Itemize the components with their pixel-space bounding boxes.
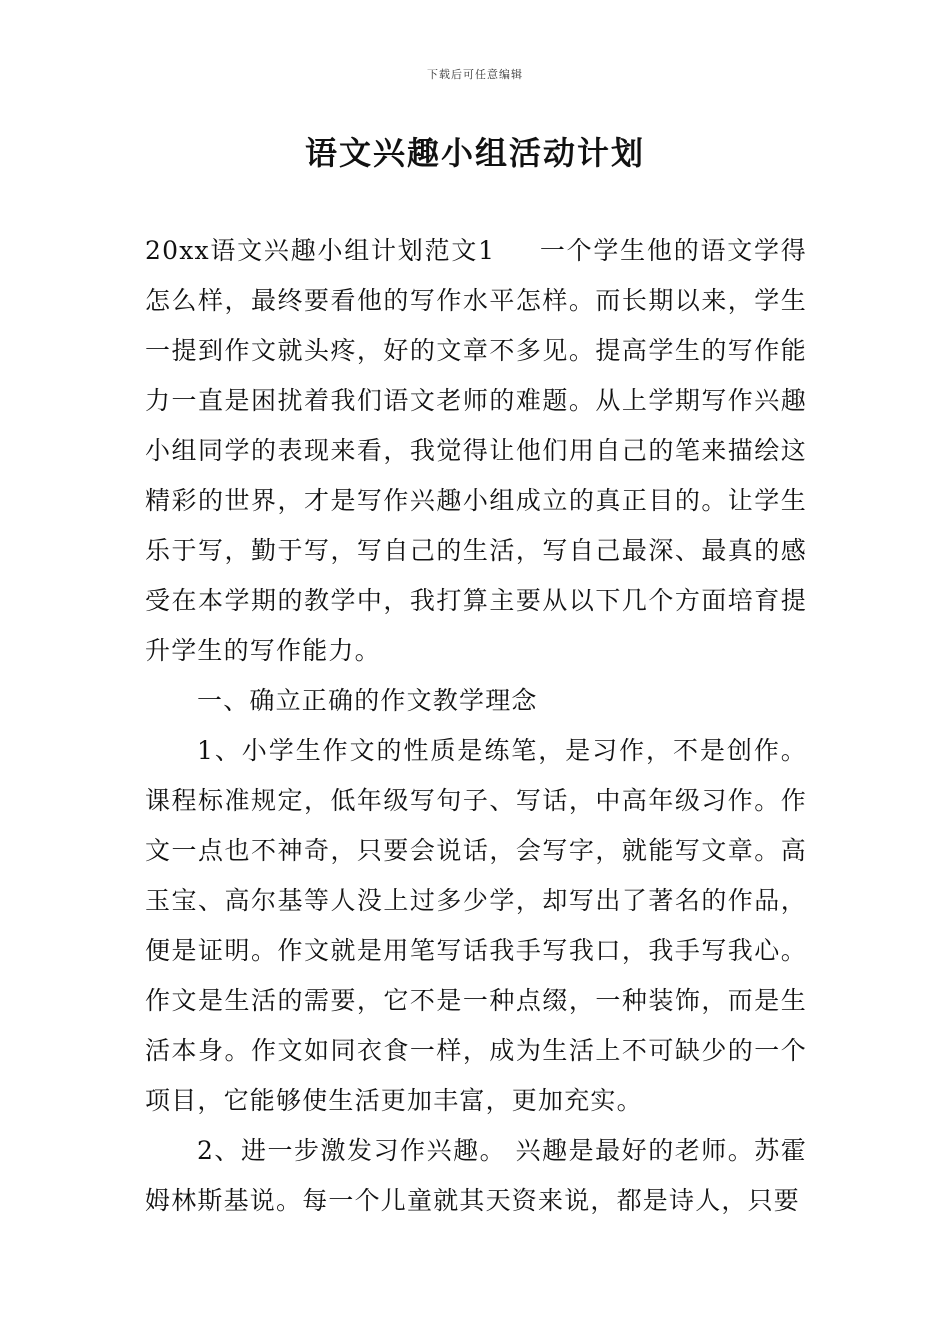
point1-paragraph: 1、小学生作文的性质是练笔，是习作，不是创作。课程标准规定，低年级写句子、写话，中高年级习作。作文一点也不神奇，只要会说话，会写字，就能写文章。高玉宝、高尔基等人没上过多少学，却写出了著名的作品，便是证明。作文就是用笔写话我手写我口，我手写我心。作文是生活的需要，它不是一种点缀，一种装饰，而是生活本身。作文如同衣食一样，成为生活上不可缺少的一个项目，它能够使生活更加丰富，更加充实。 <box>145 736 807 1115</box>
document-body <box>145 226 807 1226</box>
intro-paragraph <box>145 226 807 676</box>
header-note: 下载后可任意编辑 <box>427 68 523 81</box>
intro-lead: 20xx语文兴趣小组计划范文1 <box>145 236 496 265</box>
point2-paragraph: 2、进一步激发习作兴趣。 兴趣是最好的老师。苏霍姆林斯基说。每一个儿童就其天资来说，都是诗人，只要 <box>145 1136 807 1215</box>
section1-heading: 一、确立正确的作文教学理念 <box>197 686 538 715</box>
document-title: 语文兴趣小组活动计划 <box>304 134 645 172</box>
intro-text: 一个学生他的语文学得怎么样，最终要看他的写作水平怎样。而长期以来，学生一提到作文就头疼，好的文章不多见。提高学生的写作能力一直是困扰着我们语文老师的难题。从上学期写作兴趣小组同学的表现来看，我觉得让他们用自己的笔来描绘这精彩的世界，才是写作兴趣小组成立的真正目的。让学生乐于写，勤于写，写自己的生活，写自己最深、最真的感受在本学期的教学中，我打算主要从以下几个方面培育提升学生的写作能力。 <box>145 236 807 665</box>
